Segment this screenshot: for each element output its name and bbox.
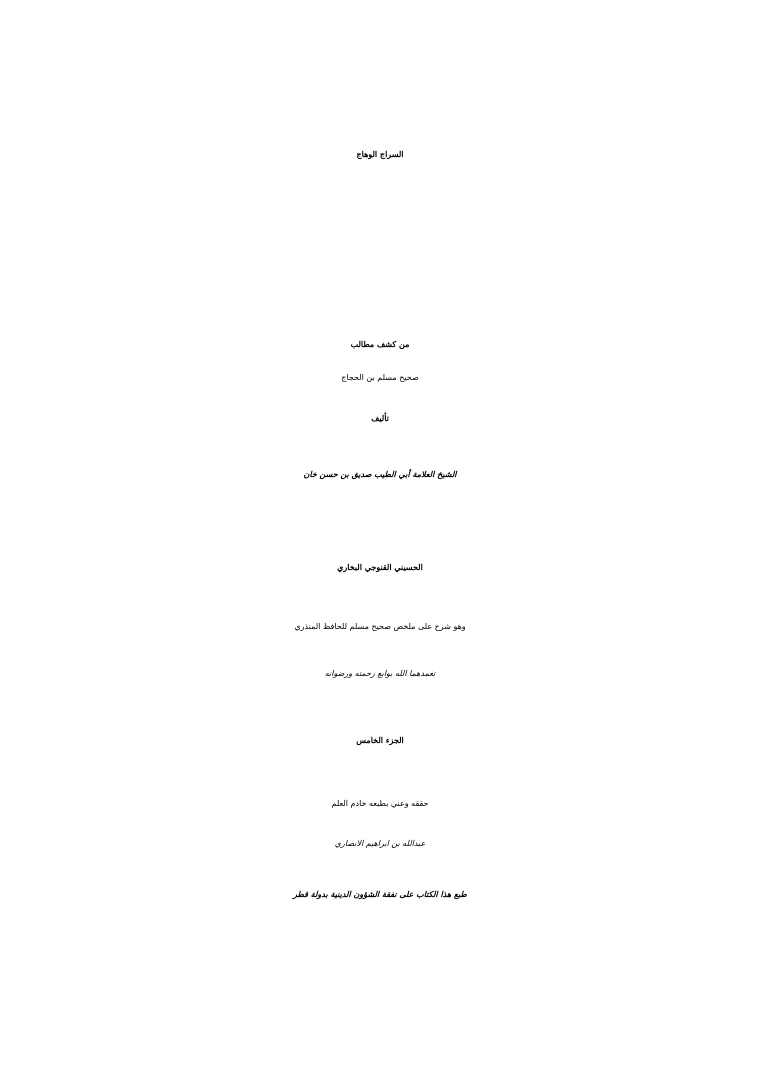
printer-note: طبع هذا الكتاب على نفقة الشؤون الدينية بدولة قطر: [293, 889, 467, 899]
subtitle-line-1: من كشف مطالب: [350, 339, 410, 349]
author-name-line-2: الحسيني القنوجي البخاري: [337, 562, 423, 572]
author-label: تأليف: [371, 413, 389, 423]
book-title: السراج الوهاج: [356, 149, 404, 159]
description-line-1: وهو شرح على ملخص صحيح مسلم للحافظ المنذري: [294, 622, 466, 631]
volume-label: الجزء الخامس: [356, 735, 404, 745]
subtitle-line-2: صحيح مسلم بن الحجاج: [341, 373, 419, 382]
author-name-line-1: الشيخ العلامة أبي الطيب صديق بن حسن خان: [303, 469, 457, 479]
editor-line-1: حققه وعني بطبعه خادم العلم: [331, 799, 429, 808]
description-line-2: تغمدهما الله بوابع رحمته ورضوانه: [324, 669, 436, 678]
editor-name: عبدالله بن ابراهيم الانصاري: [334, 839, 426, 848]
